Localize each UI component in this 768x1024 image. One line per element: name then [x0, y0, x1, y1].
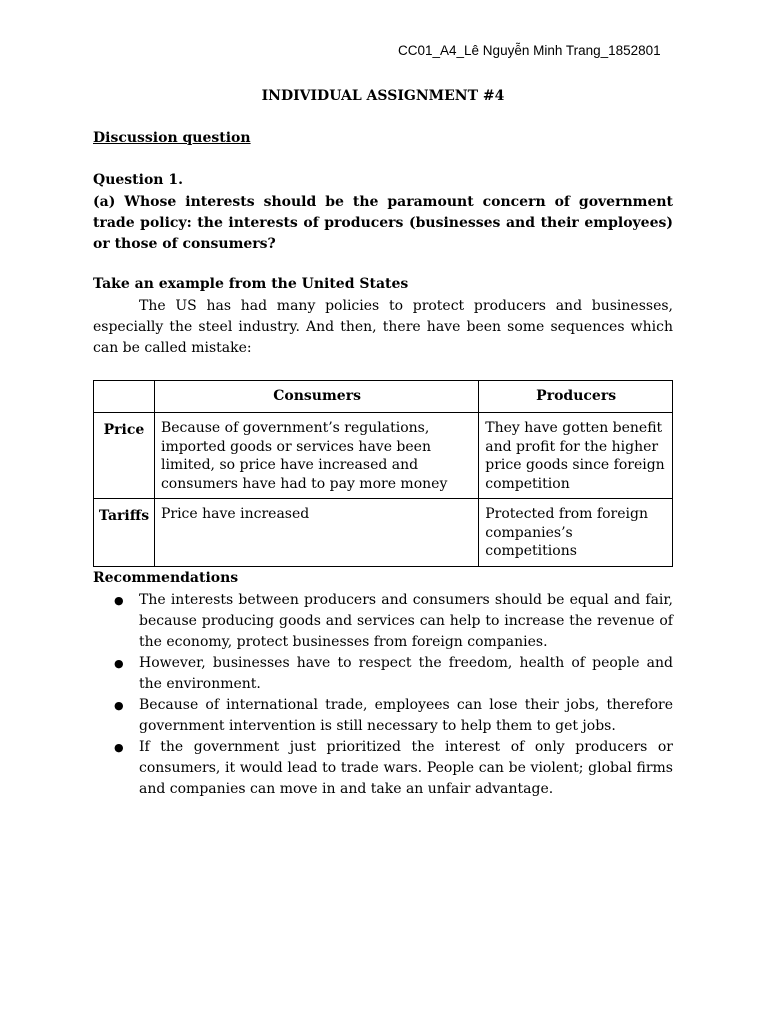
list-item	[93, 695, 673, 737]
list-item-text: However, businesses have to respect the freedom, health of people and the environment.	[139, 655, 673, 692]
bullet-icon: ●	[114, 741, 124, 754]
list-item-text: The interests between producers and consumers should be equal and fair, because producing goods and services can help to increase the revenue of the economy, protect businesses from foreign companies.	[139, 592, 673, 650]
table-header-row	[94, 381, 673, 413]
list-item	[93, 653, 673, 695]
table-header-cell: Producers	[479, 381, 673, 413]
table-cell: Price have increased	[154, 499, 478, 567]
list-item	[93, 737, 673, 800]
bullet-icon: ●	[114, 699, 124, 712]
recommendations-heading: Recommendations	[93, 570, 239, 586]
document-id-header: CC01_A4_Lê Nguyễn Minh Trang_1852801	[398, 43, 661, 58]
table-row	[94, 413, 673, 499]
question-label: Question 1.	[93, 172, 183, 188]
table-cell: They have gotten benefit and profit for the higher price goods since foreign competition	[479, 413, 673, 499]
table-row-label: Tariffs	[94, 499, 155, 567]
comparison-table	[93, 380, 673, 567]
bullet-icon: ●	[114, 657, 124, 670]
table-header-cell	[94, 381, 155, 413]
table-row	[94, 499, 673, 567]
example-paragraph: The US has had many policies to protect producers and businesses, especially the steel industry. And then, there have been some sequences which can be called mistake:	[93, 298, 673, 356]
list-item-text: If the government just prioritized the interest of only producers or consumers, it would lead to trade wars. People can be violent; global firms and companies can move in and take an unfair advantage.	[139, 739, 673, 797]
page-title: INDIVIDUAL ASSIGNMENT #4	[261, 88, 505, 104]
list-item	[93, 590, 673, 653]
list-item-text: Because of international trade, employees can lose their jobs, therefore government intervention is still necessary to help them to get jobs.	[139, 697, 673, 734]
table-cell: Because of government’s regulations, imported goods or services have been limited, so price have increased and consumers have had to pay more money	[154, 413, 478, 499]
section-title: Discussion question	[93, 130, 251, 146]
example-heading: Take an example from the United States	[93, 276, 409, 292]
table-row-label: Price	[94, 413, 155, 499]
table-cell: Protected from foreign companies’s competitions	[479, 499, 673, 567]
bullet-icon: ●	[114, 594, 124, 607]
recommendations-list	[93, 590, 673, 800]
table-header-cell: Consumers	[154, 381, 478, 413]
question-text: (a) Whose interests should be the paramount concern of government trade policy: the interests of producers (businesses and their employees) or those of consumers?	[93, 194, 673, 252]
